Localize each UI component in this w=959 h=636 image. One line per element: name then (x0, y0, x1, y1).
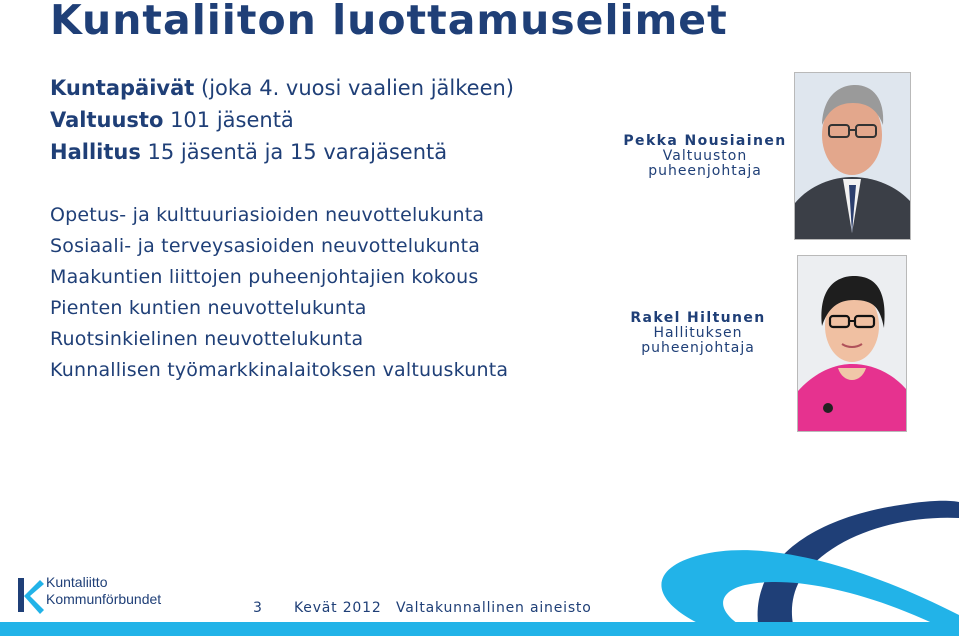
person-role: Hallituksen (653, 325, 743, 341)
person-name: Pekka Nousiainen (623, 133, 787, 149)
portrait-photo (794, 72, 911, 240)
meta-kuntapaivat: Kuntapäivät (joka 4. vuosi vaalien jälkeen) (50, 76, 514, 100)
person-role: puheenjohtaja (648, 163, 762, 179)
chair-caption-council (610, 134, 800, 179)
list-item: Ruotsinkielinen neuvottelukunta (50, 328, 364, 350)
footer-date: Kevät 2012 (294, 600, 382, 616)
meta-valtuusto: Valtuusto 101 jäsentä (50, 108, 294, 132)
portrait-photo (797, 255, 907, 432)
logo-line-1: Kuntaliitto (46, 574, 108, 590)
person-role: Valtuuston (662, 148, 748, 164)
list-item: Kunnallisen työmarkkinalaitoksen valtuuskunta (50, 359, 509, 381)
kuntaliitto-logo (16, 574, 186, 618)
logo-mark-icon (16, 576, 44, 616)
chair-caption-board (603, 311, 793, 356)
footer-classification: Valtakunnallinen aineisto (396, 600, 592, 616)
list-item: Opetus- ja kulttuuriasioiden neuvottelukunta (50, 204, 485, 226)
page-number: 3 (253, 600, 263, 616)
list-item: Maakuntien liittojen puheenjohtajien kokous (50, 266, 479, 288)
list-item: Pienten kuntien neuvottelukunta (50, 297, 367, 319)
meta-hallitus: Hallitus 15 jäsentä ja 15 varajäsentä (50, 140, 448, 164)
bottom-accent-bar (0, 622, 959, 636)
page-title: Kuntaliiton luottamuselimet (50, 0, 728, 44)
advisory-bodies-list (50, 200, 508, 386)
list-item: Sosiaali- ja terveysasioiden neuvottelukunta (50, 235, 481, 257)
logo-line-2: Kommunförbundet (46, 591, 162, 607)
portrait-man-icon (795, 73, 910, 239)
person-role: puheenjohtaja (641, 340, 755, 356)
person-name: Rakel Hiltunen (630, 310, 766, 326)
organization-summary (50, 72, 514, 168)
portrait-woman-icon (798, 256, 906, 431)
